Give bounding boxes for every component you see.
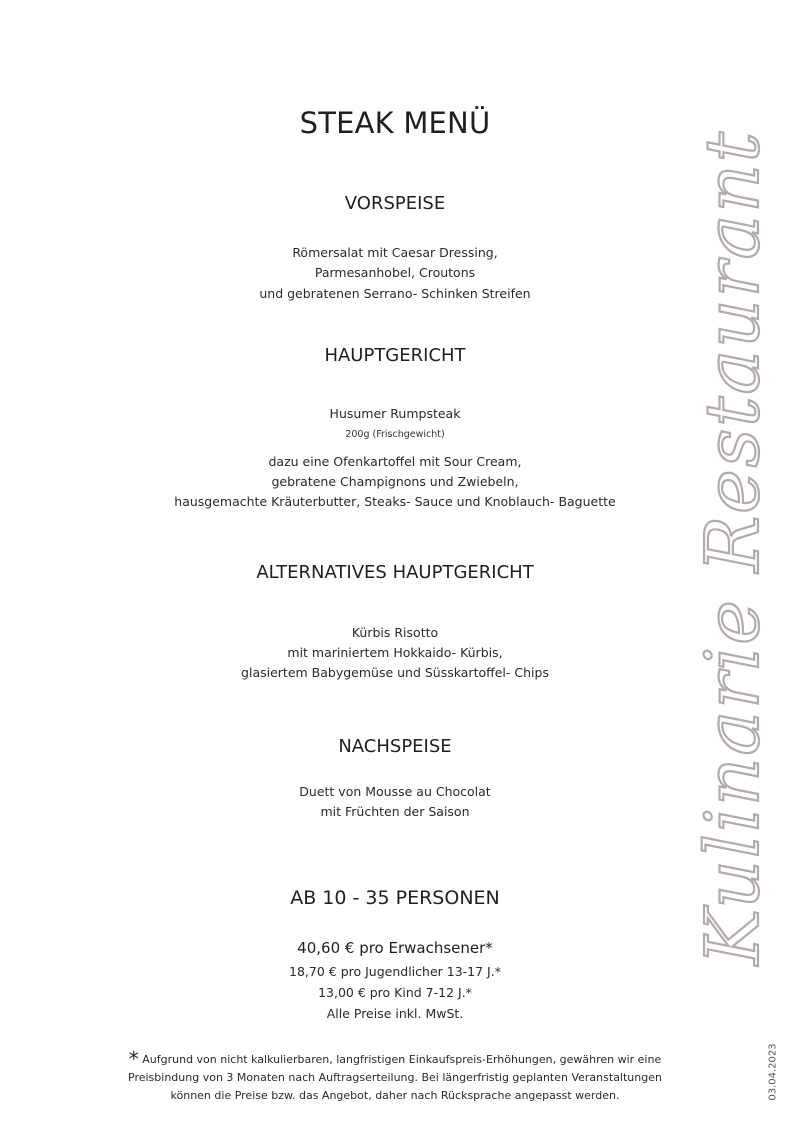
- side-script-svg: [690, 120, 782, 970]
- nachspeise-line-2: mit Früchten der Saison: [320, 804, 470, 819]
- alternatives-line-1: Kürbis Risotto: [351, 625, 439, 640]
- price-vat-note: Alle Preise inkl. MwSt.: [326, 1006, 464, 1021]
- alternatives-line-3: glasiertem Babygemüse und Süsskartoffel- Chips: [241, 665, 549, 680]
- hauptgericht-dish: Husumer Rumpsteak: [329, 406, 461, 421]
- vorspeise-line-1: Römersalat mit Caesar Dressing,: [292, 245, 498, 260]
- price-youth: 18,70 € pro Jugendlicher 13-17 J.*: [289, 964, 501, 979]
- hauptgericht-weight-note: 200g (Frischgewicht): [345, 429, 445, 440]
- side-script-logo: [690, 120, 782, 970]
- footnote-line-3: können die Preise bzw. das Angebot, daher nach Rücksprache angepasst werden.: [170, 1089, 620, 1102]
- footnote-line-2: Preisbindung von 3 Monaten nach Auftragserteilung. Bei längerfristig geplanten Veranstaltungen: [128, 1071, 662, 1084]
- date-stamp: [761, 1042, 785, 1102]
- footnote-line-1: [0, 1047, 790, 1071]
- footnote-text-1: Aufgrund von nicht kalkulierbaren, langfristigen Einkaufspreis-Erhöhungen, gewähren wir eine: [142, 1053, 662, 1066]
- hauptgericht-line-3: hausgemachte Kräuterbutter, Steaks- Sauce und Knoblauch- Baguette: [174, 494, 616, 509]
- section-heading-alternatives-hauptgericht: ALTERNATIVES HAUPTGERICHT: [256, 562, 534, 583]
- pricing-heading: AB 10 - 35 PERSONEN: [290, 887, 500, 909]
- hauptgericht-line-2: gebratene Champignons und Zwiebeln,: [271, 474, 519, 489]
- section-heading-nachspeise: NACHSPEISE: [338, 736, 452, 757]
- side-script-text: Kulinarie Restaurant: [690, 142, 776, 965]
- nachspeise-line-1: Duett von Mousse au Chocolat: [299, 784, 491, 799]
- footnote: [0, 1047, 790, 1105]
- section-heading-vorspeise: VORSPEISE: [344, 193, 446, 214]
- price-adult: 40,60 € pro Erwachsener*: [297, 939, 493, 957]
- alternatives-line-2: mit mariniertem Hokkaido- Kürbis,: [287, 645, 503, 660]
- section-heading-hauptgericht: HAUPTGERICHT: [324, 345, 466, 366]
- vorspeise-line-3: und gebratenen Serrano- Schinken Streifen: [259, 286, 531, 301]
- menu-title: STEAK MENÜ: [299, 106, 491, 140]
- vorspeise-line-2: Parmesanhobel, Croutons: [314, 265, 476, 280]
- date-text: 03.04.2023: [767, 1043, 779, 1101]
- footnote-asterisk: *: [128, 1047, 139, 1071]
- price-child: 13,00 € pro Kind 7-12 J.*: [318, 985, 472, 1000]
- hauptgericht-line-1: dazu eine Ofenkartoffel mit Sour Cream,: [268, 454, 522, 469]
